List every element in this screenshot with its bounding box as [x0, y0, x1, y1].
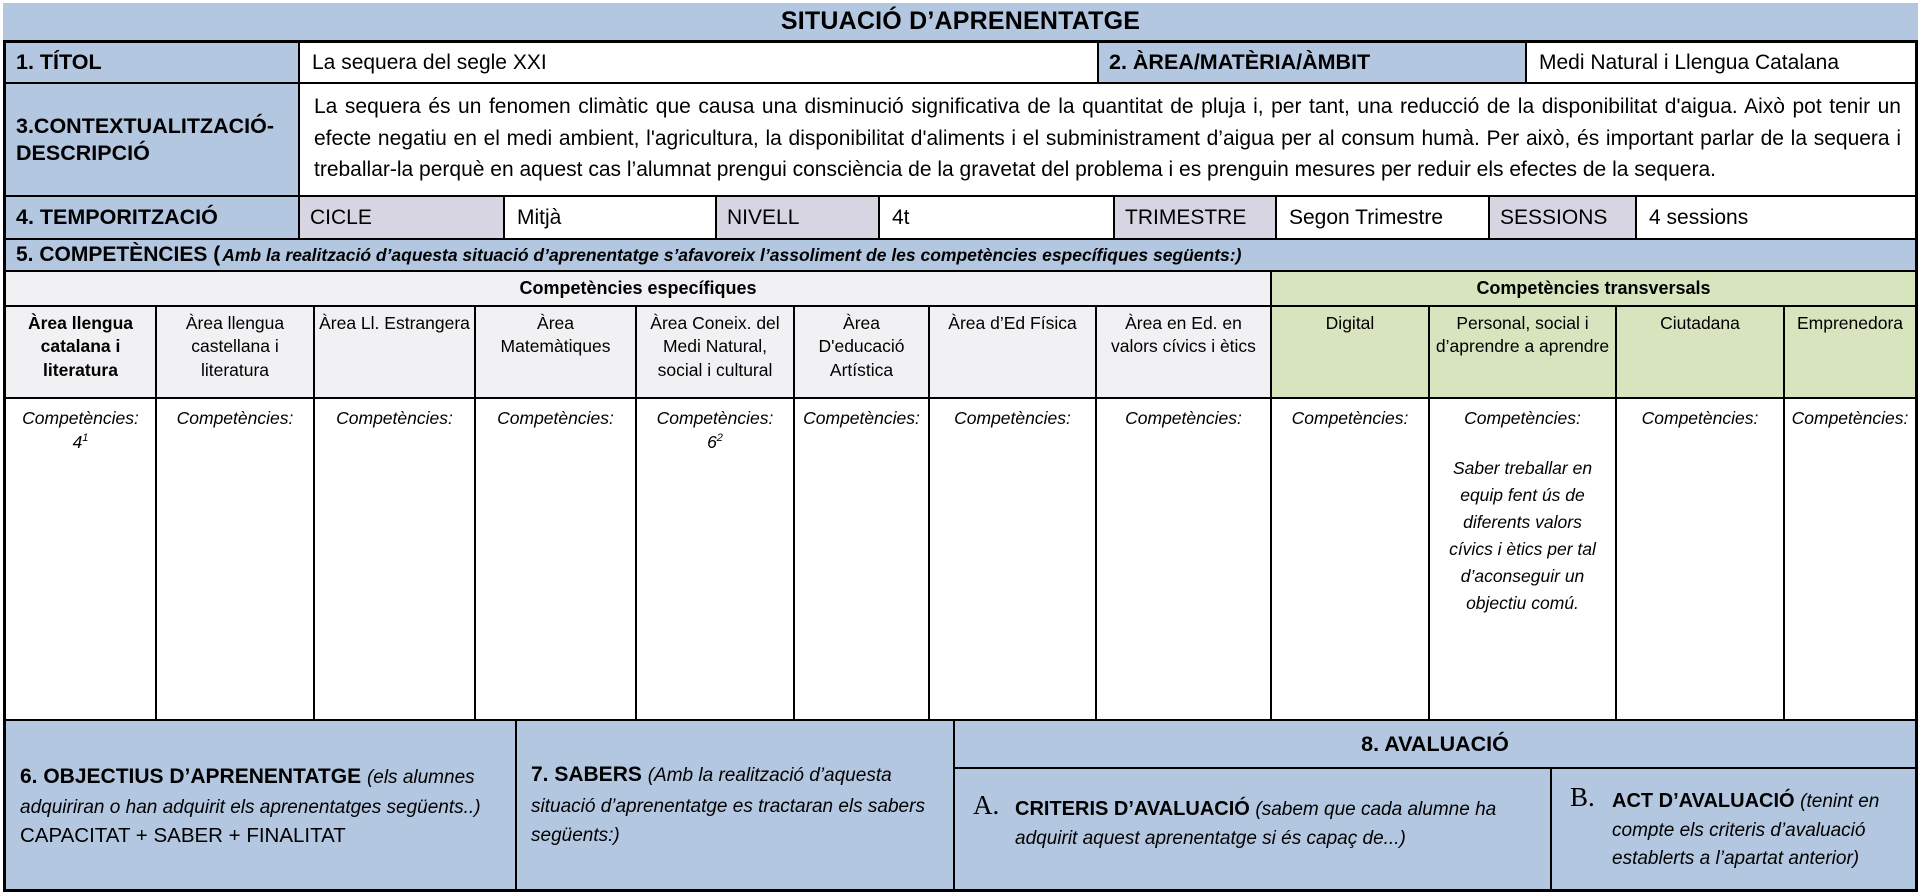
- comp-label: Competències:: [336, 408, 453, 428]
- act-avaluacio-title: ACT D’AVALUACIÓ: [1612, 790, 1801, 812]
- titol-value: La sequera del segle XXI: [298, 43, 1097, 82]
- row-competencies-band: [6, 238, 1915, 270]
- comp-cell-personal-social: [1428, 399, 1615, 719]
- especifiques-header: Competències específiques: [6, 272, 1270, 305]
- sessions-key: SESSIONS: [1488, 197, 1635, 238]
- act-avaluacio-item: [1550, 769, 1915, 889]
- comp-label: Competències:: [176, 408, 294, 428]
- competencies-label: 5. COMPETÈNCIES (: [16, 243, 221, 266]
- comp-cell-llengua-castellana: [155, 399, 313, 719]
- col-header-educacio-artistica: Àrea D'educació Artística: [793, 307, 928, 397]
- comp-note: Saber treballar en equip fent ús de diferents valors cívics i ètics per tal d’aconseguir un objectiu comú.: [1449, 457, 1596, 614]
- avaluacio-body: [955, 769, 1915, 889]
- comp-cell-coneix-medi: [635, 399, 793, 719]
- comp-label: Competències:: [954, 408, 1071, 428]
- row-temporitzacio: [6, 195, 1915, 238]
- comp-cell-digital: [1270, 399, 1428, 719]
- page-title: SITUACIÓ D’APRENENTATGE: [3, 3, 1918, 43]
- col-header-matematiques: Àrea Matemàtiques: [474, 307, 635, 397]
- sabers-subtitle: (Amb la realització d’aquesta situació d’aprenentatge es tractaran els sabers següents:): [531, 765, 925, 847]
- row-title-area: [6, 43, 1915, 82]
- row-competencies-values: [6, 397, 1915, 719]
- item-b-marker: B.: [1570, 782, 1595, 812]
- col-header-digital: Digital: [1270, 307, 1428, 397]
- col-header-emprenedora: Emprenedora: [1783, 307, 1915, 397]
- cicle-value: Mitjà: [503, 197, 715, 238]
- cicle-key: CICLE: [298, 197, 503, 238]
- row-competencies-groups: [6, 270, 1915, 305]
- comp-cell-ll-estrangera: [313, 399, 474, 719]
- avaluacio-title: 8. AVALUACIÓ: [955, 721, 1915, 769]
- sessions-value: 4 sessions: [1635, 197, 1915, 238]
- comp-cell-llengua-catalana: [6, 399, 155, 719]
- comp-label: Competències:: [1791, 408, 1909, 428]
- act-avaluacio-subtitle: (tenint en compte els criteris d’avaluació establerts a l’apartat anterior): [1612, 791, 1880, 869]
- sabers-cell: [515, 721, 953, 889]
- col-header-coneix-medi: Àrea Coneix. del Medi Natural, social i cultural: [635, 307, 793, 397]
- comp-label: Competències:: [1291, 408, 1409, 428]
- comp-cell-ciutadana: [1615, 399, 1783, 719]
- comp-cell-emprenedora: [1783, 399, 1915, 719]
- comp-cell-educacio-artistica: [793, 399, 928, 719]
- contextualitzacio-label: 3.CONTEXTUALITZACIÓ-DESCRIPCIÓ: [6, 84, 298, 195]
- criteris-avaluacio-subtitle: (sabem que cada alumne ha adquirit aquest aprenentatge si és capaç de...): [1015, 799, 1497, 849]
- col-header-llengua-catalana: Àrea llengua catalana i literatura: [6, 307, 155, 397]
- transversals-header: Competències transversals: [1270, 272, 1915, 305]
- contextualitzacio-text: La sequera és un fenomen climàtic que causa una disminució significativa de la quantitat de pluja i, per tant, una reducció de la disponibilitat d'aigua. Això pot tenir un efecte negatiu en el medi ambient, l'agricultura, la disponibilitat d'aliments i el subministrament d’aigua per al consum humà. Per això, és important parlar de la sequera i treballar-la perquè en aquest cas l’alumnat prengui consciència de la gravetat del problema i es prenguin mesures per reduir els efectes de la sequera.: [298, 84, 1915, 195]
- comp-label: Competències:: [1641, 408, 1759, 428]
- trimestre-key: TRIMESTRE: [1113, 197, 1275, 238]
- comp-value: $4^1$: [72, 431, 89, 452]
- col-header-ciutadana: Ciutadana: [1615, 307, 1783, 397]
- item-a-marker: A.: [973, 790, 1000, 820]
- row-contextualitzacio: [6, 82, 1915, 195]
- temporitzacio-label: 4. TEMPORITZACIÓ: [6, 197, 298, 238]
- row-competencies-headers: [6, 305, 1915, 397]
- col-header-llengua-castellana: Àrea llengua castellana i literatura: [155, 307, 313, 397]
- row-bottom-sections: [6, 719, 1915, 889]
- col-header-ll-estrangera: Àrea Ll. Estrangera: [313, 307, 474, 397]
- area-materia-value: Medi Natural i Llengua Catalana: [1525, 43, 1915, 82]
- titol-label: 1. TÍTOL: [6, 43, 298, 82]
- comp-label: Competències:: [1125, 408, 1242, 428]
- criteris-avaluacio-title: CRITERIS D’AVALUACIÓ: [1015, 798, 1256, 820]
- criteris-avaluacio-item: [955, 769, 1550, 889]
- comp-label: Competències:: [22, 408, 139, 428]
- comp-cell-ed-fisica: [928, 399, 1095, 719]
- main-table: [3, 43, 1918, 892]
- competencies-subtitle: Amb la realització d’aquesta situació d’aprenentatge s’afavoreix l’assoliment de les competències específiques següents:): [222, 244, 1242, 265]
- comp-cell-valors-civics: [1095, 399, 1270, 719]
- avaluacio-cell: [953, 721, 1915, 889]
- col-header-personal-social: Personal, social i d’aprendre a aprendre: [1428, 307, 1615, 397]
- comp-value: $6^2$: [707, 431, 723, 452]
- comp-label: Competències:: [803, 408, 920, 428]
- comp-label: Competències:: [656, 408, 774, 428]
- objectius-title: 6. OBJECTIUS D’APRENENTATGE: [20, 764, 367, 788]
- comp-label: Competències:: [1464, 408, 1581, 428]
- objectius-cell: [6, 721, 515, 889]
- area-materia-label: 2. ÀREA/MATÈRIA/ÀMBIT: [1097, 43, 1525, 82]
- nivell-key: NIVELL: [715, 197, 878, 238]
- comp-cell-matematiques: [474, 399, 635, 719]
- trimestre-value: Segon Trimestre: [1275, 197, 1488, 238]
- nivell-value: 4t: [878, 197, 1113, 238]
- objectius-subtitle: (els alumnes adquiriran o han adquirit els aprenentatges següents..): [20, 766, 481, 819]
- objectius-formula: CAPACITAT + SABER + FINALITAT: [20, 824, 346, 848]
- col-header-ed-fisica: Àrea d’Ed Física: [928, 307, 1095, 397]
- col-header-valors-civics: Àrea en Ed. en valors cívics i ètics: [1095, 307, 1270, 397]
- comp-label: Competències:: [497, 408, 614, 428]
- sabers-title: 7. SABERS: [531, 763, 648, 787]
